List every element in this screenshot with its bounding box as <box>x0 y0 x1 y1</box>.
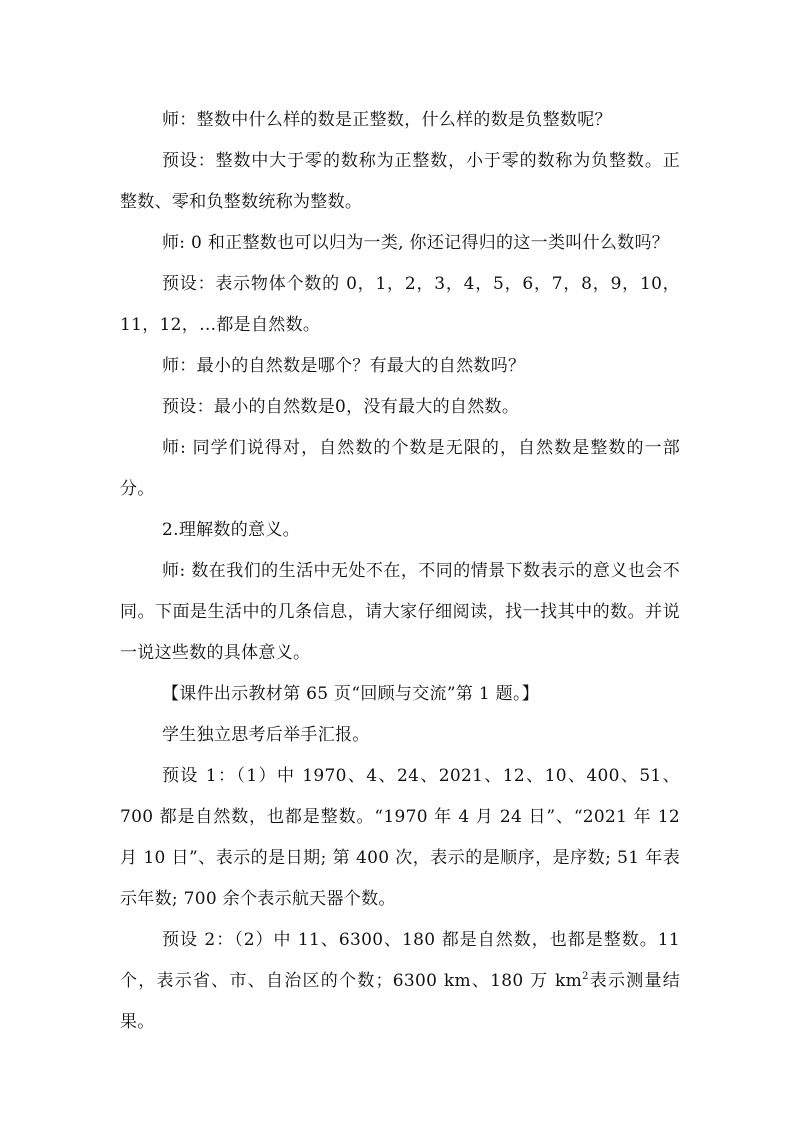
paragraph-student-report: 学生独立思考后举手汇报。 <box>162 725 370 745</box>
paragraph-preset-2 <box>120 920 680 1043</box>
paragraph-preset-natural-numbers: 预设：表示物体个数的 0，1，2，3，4，5，6，7，8，9，10，11，12，…都是自然数。 <box>120 274 680 335</box>
paragraph-teacher-question-integers: 师：整数中什么样的数是正整数，什么样的数是负整数呢？ <box>162 110 612 130</box>
preset-2-text-after: 表示测量结果。 <box>120 971 680 1032</box>
paragraph-teacher-summary: 师: 同学们说得对，自然数的个数是无限的，自然数是整数的一部分。 <box>120 438 680 499</box>
paragraph-teacher-question-smallest: 师：最小的自然数是哪个？有最大的自然数吗？ <box>162 356 526 376</box>
paragraph-preset-integers: 预设：整数中大于零的数称为正整数，小于零的数称为负整数。正整数、零和负整数统称为整数。 <box>120 151 680 212</box>
paragraph-teacher-question-zero: 师: 0 和正整数也可以归为一类, 你还记得归的这一类叫什么数吗？ <box>162 233 670 253</box>
superscript-square: 2 <box>582 971 589 982</box>
paragraph-courseware-note: 【课件出示教材第 65 页“回顾与交流”第 1 题。】 <box>162 684 540 704</box>
paragraph-preset-smallest: 预设：最小的自然数是0，没有最大的自然数。 <box>162 397 520 417</box>
paragraph-teacher-meaning: 师: 数在我们的生活中无处不在，不同的情景下数表示的意义也会不同。下面是生活中的几条信息，请大家仔细阅读，找一找其中的数。并说一说这些数的具体意义。 <box>120 561 680 663</box>
section-heading: 2.理解数的意义。 <box>162 520 300 540</box>
paragraph-preset-1: 预设 1：（1）中 1970、4、24、2021、12、10、400、51、700 都是自然数，也都是整数。“1970 年 4 月 24 日”、“2021 年 12 月 10 日”、表示的是日期; 第 400 次，表示的是顺序，是序数; 51 年表示年数; 700 余个表示航天器个数。 <box>120 766 680 909</box>
preset-2-text-before: 预设 2：（2）中 11、6300、180 都是自然数，也都是整数。11 个，表示省、市、自治区的个数；6300 km、180 万 km <box>120 930 680 991</box>
document-body <box>120 100 680 1043</box>
